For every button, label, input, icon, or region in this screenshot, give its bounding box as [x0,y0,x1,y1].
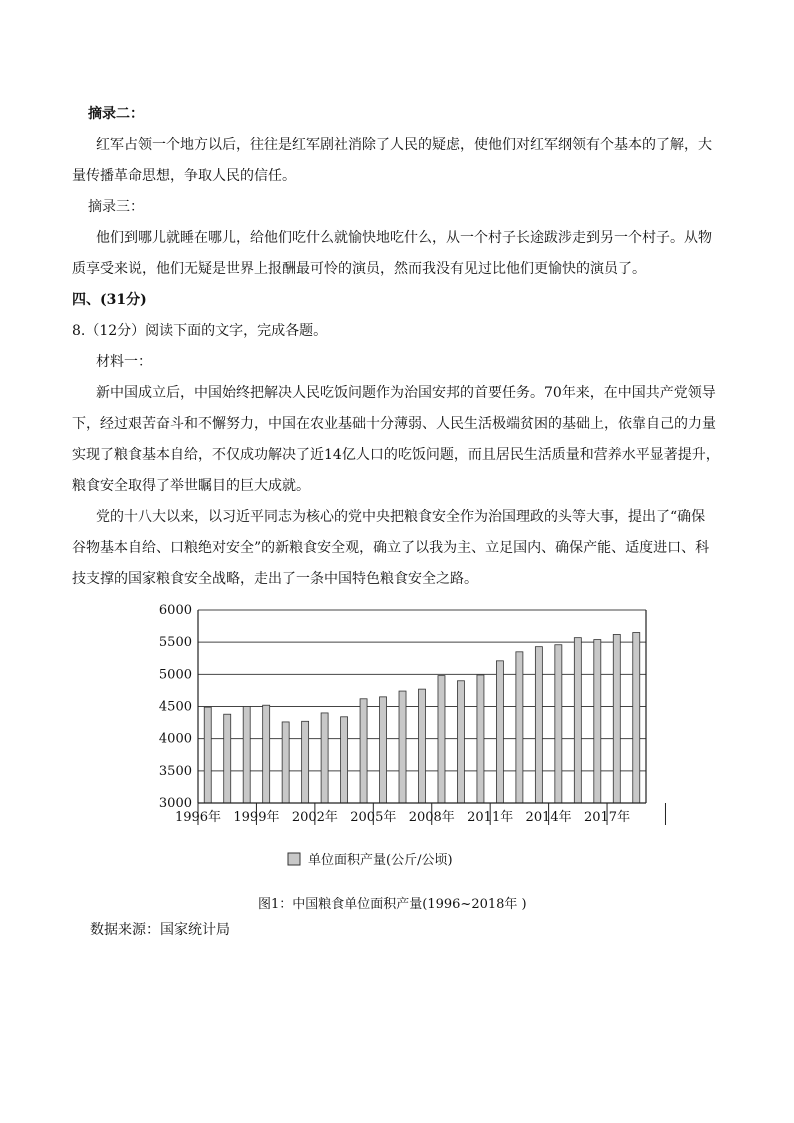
chart-legend [288,852,453,868]
legend-swatch [288,853,300,865]
y-tick-label-3500: 3500 [158,763,192,779]
x-tick-label-6: 2014年 [525,810,572,825]
material-1-heading: 材料一： [96,354,152,370]
x-tick-label-2: 2002年 [291,810,338,825]
bar-1997 [224,714,231,803]
excerpt2-line1: 红军占领一个地方以后，往往是红军剧社消除了人民的疑虑，使他们对红军纲领有个基本的了解，大 [96,137,712,153]
heading-excerpt2: 摘录二： [88,106,144,122]
material1-p2-line1: 党的十八大以来，以习近平同志为核心的党中央把粮食安全作为治国理政的头等大事，提出了“确保 [96,509,706,525]
material1-p1-line2: 下，经过艰苦奋斗和不懈努力，中国在农业基础十分薄弱、人民生活极端贫困的基础上，依靠自己的力量 [72,416,716,432]
bar-2008 [438,676,445,803]
excerpt2-line2: 量传播革命思想，争取人民的信任。 [72,168,296,184]
legend-label: 单位面积产量(公斤/公顷) [308,853,453,868]
material1-p1-line3: 实现了粮食基本自给，不仅成功解决了近14亿人口的吃饭问题，而且居民生活质量和营养水平显著提升， [72,447,720,463]
bar-2000 [282,722,289,803]
bar-2001 [302,721,309,803]
x-tick-label-3: 2005年 [350,810,397,825]
heading-excerpt3: 摘录三： [88,199,144,215]
bar-2002 [321,713,328,803]
y-tick-label-3000: 3000 [158,796,192,811]
chart-bars [204,633,640,803]
bar-2017 [613,634,620,803]
y-tick-label-6000: 6000 [158,603,192,618]
bar-2010 [477,675,484,803]
question-8: 8.（12分）阅读下面的文字，完成各题。 [72,323,328,339]
x-tick-label-1: 1999年 [233,810,280,825]
excerpt3-line1: 他们到哪儿就睡在哪儿，给他们吃什么就愉快地吃什么，从一个村子长途跋涉走到另一个村子。从物 [96,230,712,246]
section-4-heading: 四、(31分) [72,292,147,308]
y-tick-label-4000: 4000 [158,731,192,747]
material1-p1-line1: 新中国成立后，中国始终把解决人民吃饭问题作为治国安邦的首要任务。70年来，在中国共产党领导 [96,385,716,401]
bar-1996 [204,707,211,803]
bar-2015 [574,638,581,803]
y-tick-label-5000: 5000 [158,667,192,683]
bar-2004 [360,699,367,803]
material1-p2-line2: 谷物基本自给、口粮绝对安全”的新粮食安全观，确立了以我为主、立足国内、确保产能、适度进口、科 [72,540,710,556]
bar-2006 [399,691,406,803]
x-tick-label-7: 2017年 [583,810,631,825]
bar-2014 [555,645,562,803]
x-tick-label-4: 2008年 [408,810,455,825]
x-tick-label-5: 2011年 [467,810,514,825]
bar-1998 [243,707,250,804]
bar-2009 [457,681,464,803]
data-source: 数据来源：国家统计局 [90,922,230,938]
excerpt3-line2: 质享受来说，他们无疑是世界上报酬最可怜的演员，然而我没有见过比他们更愉快的演员了。 [72,261,646,277]
bar-2007 [418,689,425,803]
yield-bar-chart [150,596,670,886]
bar-1999 [263,705,270,803]
bar-2018 [633,633,640,803]
material1-p2-line3: 技支撑的国家粮食安全战略，走出了一条中国特色粮食安全之路。 [72,571,478,587]
bar-2005 [380,697,387,803]
bar-2012 [516,652,523,803]
bar-2011 [496,661,503,803]
y-tick-label-4500: 4500 [158,699,192,715]
material1-p1-line4: 粮食安全取得了举世瞩目的巨大成就。 [72,478,310,494]
bar-2003 [341,717,348,803]
y-tick-label-5500: 5500 [158,635,192,651]
figure-caption: 图1：中国粮食单位面积产量(1996~2018年 ) [258,897,527,912]
bar-2013 [535,647,542,803]
x-tick-label-0: 1996年 [174,810,222,825]
bar-2016 [594,640,601,803]
